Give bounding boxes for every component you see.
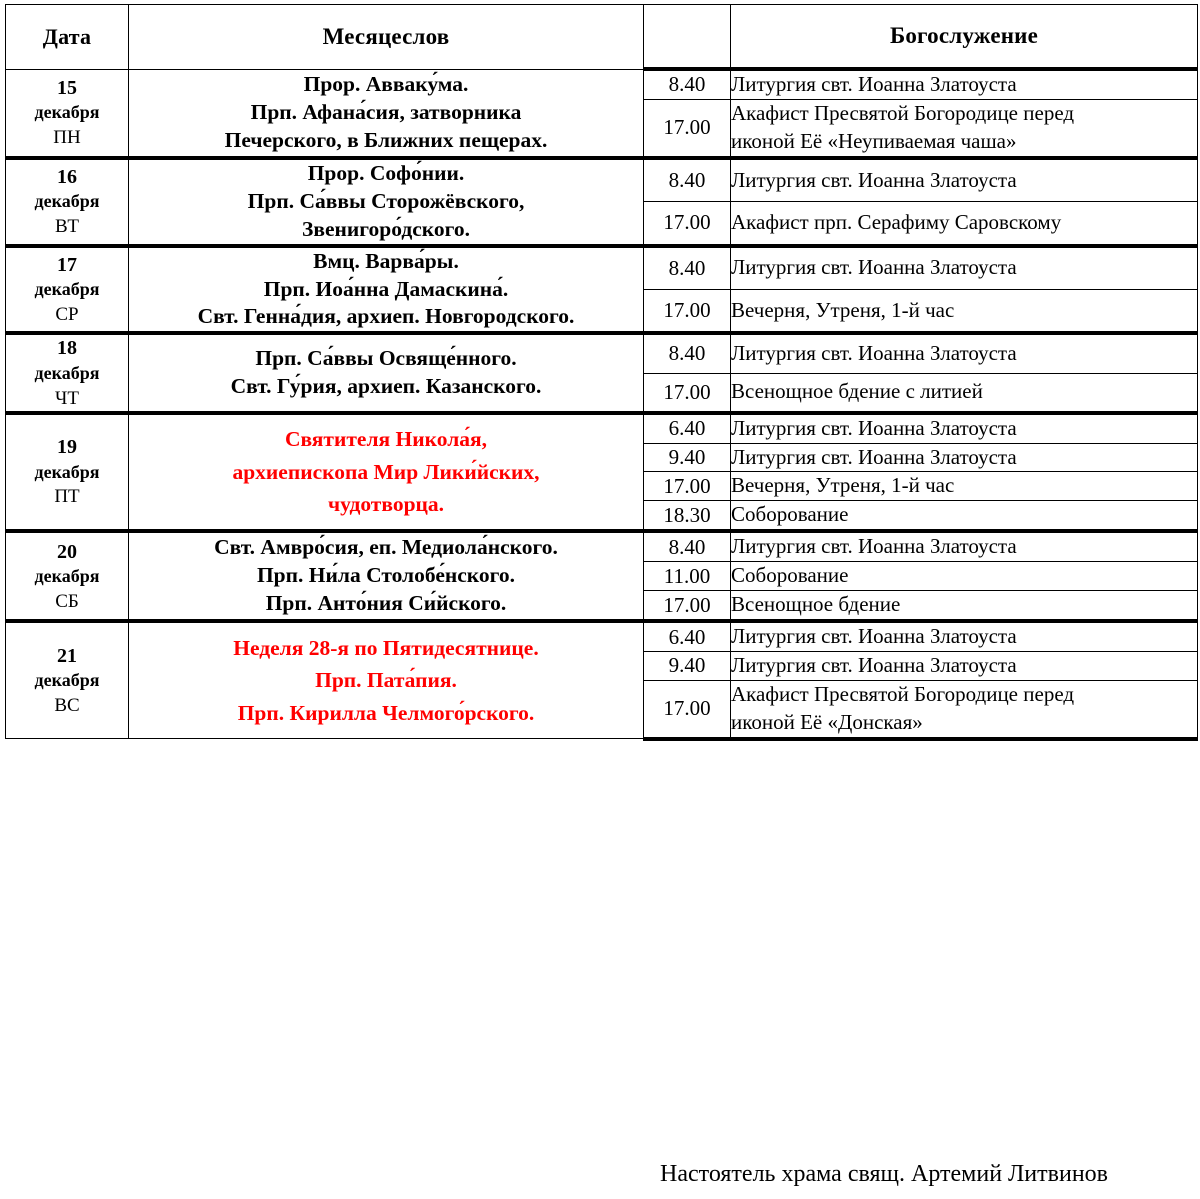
service-description-cell [731, 501, 1198, 531]
service-time-cell: 17.00 [644, 680, 731, 738]
service-line: Соборование [731, 563, 849, 588]
service-time-cell: 8.40 [644, 531, 731, 561]
header-row [6, 5, 1198, 70]
service-description-cell [731, 651, 1198, 680]
service-line: Вечерня, Утреня, 1-й час [731, 297, 955, 322]
service-description-cell [731, 413, 1198, 443]
menologion-line: Прор. Авваку́ма. [303, 71, 469, 96]
service-description-cell [731, 621, 1198, 651]
menologion-line: Свт. Генна́дия, архиеп. Новгородского. [197, 304, 575, 329]
column-header-date: Дата [6, 5, 129, 70]
service-description-cell [731, 202, 1198, 246]
service-line: иконой Её «Неупиваемая чаша» [731, 128, 1017, 153]
menologion-line: Неделя 28-я по Пятидесятнице. [233, 635, 539, 660]
date-d-num: 15 [57, 77, 77, 100]
date-d-num: 20 [57, 540, 77, 563]
service-description-cell [731, 289, 1198, 333]
service-description-cell [731, 443, 1198, 472]
menologion-line: Прп. Анто́ния Си́йского. [265, 591, 507, 616]
table-body [6, 69, 1198, 739]
menologion-line: Звенигоро́дского. [302, 216, 470, 241]
service-time-cell: 17.00 [644, 289, 731, 333]
service-description-cell [731, 531, 1198, 561]
menologion-line: Вмц. Варва́ры. [313, 248, 459, 273]
menologion-line: архиепископа Мир Лики́йских, [232, 459, 540, 484]
service-time-cell: 9.40 [644, 443, 731, 472]
service-description-cell [731, 69, 1198, 99]
service-description-cell [731, 562, 1198, 591]
menologion-line: Прп. Кирилла Челмого́рского. [237, 700, 535, 725]
menologion-line: Прп. Пата́пия. [315, 668, 457, 693]
service-line: Литургия свт. Иоанна Златоуста [731, 340, 1017, 365]
menologion-cell [129, 158, 644, 246]
service-line: Литургия свт. Иоанна Златоуста [731, 534, 1017, 559]
service-time-cell: 17.00 [644, 591, 731, 621]
menologion-line: Прп. Са́ввы Освяще́нного. [255, 346, 517, 371]
date-cell [6, 621, 129, 739]
service-description-cell [731, 333, 1198, 373]
menologion-line: Прп. Иоа́нна Дамаскина́. [263, 276, 509, 301]
date-cell [6, 246, 129, 334]
column-header-time [644, 5, 731, 70]
date-d-num: 21 [57, 645, 77, 668]
menologion-line: Прп. Са́ввы Сторожёвского, [247, 188, 525, 213]
footer-signature: Настоятель храма свящ. Артемий Литвинов [660, 1161, 1108, 1187]
date-cell [6, 413, 129, 532]
service-line: Вечерня, Утреня, 1-й час [731, 473, 955, 498]
date-d-mon: декабря [34, 461, 100, 482]
date-d-dow: ВТ [54, 216, 80, 238]
table-row [6, 158, 1198, 202]
service-time-cell: 11.00 [644, 562, 731, 591]
table-header [6, 5, 1198, 70]
menologion-cell [129, 333, 644, 412]
menologion-line: Свт. Амвро́сия, еп. Медиола́нского. [214, 535, 558, 560]
date-d-num: 19 [57, 436, 77, 459]
table-row [6, 69, 1198, 99]
date-d-mon: декабря [34, 102, 100, 123]
menologion-cell [129, 413, 644, 532]
service-time-cell: 17.00 [644, 373, 731, 413]
service-line: Акафист Пресвятой Богородице перед [731, 100, 1075, 125]
date-cell [6, 333, 129, 412]
service-line: Всенощное бдение [731, 592, 901, 617]
service-line: Акафист Пресвятой Богородице перед [731, 681, 1075, 706]
date-d-mon: декабря [34, 565, 100, 586]
service-description-cell [731, 99, 1198, 157]
service-time-cell: 8.40 [644, 246, 731, 290]
service-line: иконой Её «Донская» [731, 709, 923, 734]
service-line: Литургия свт. Иоанна Златоуста [731, 167, 1017, 192]
date-d-dow: ПТ [54, 486, 80, 508]
date-d-dow: СБ [55, 590, 79, 612]
table-row [6, 413, 1198, 443]
date-d-dow: ВС [54, 695, 80, 717]
menologion-line: Святителя Никола́я, [284, 426, 488, 451]
date-d-mon: декабря [34, 279, 100, 300]
service-description-cell [731, 158, 1198, 202]
service-line: Акафист прп. Серафиму Саровскому [731, 209, 1062, 234]
date-d-mon: декабря [34, 670, 100, 691]
service-time-cell: 8.40 [644, 69, 731, 99]
service-time-cell: 6.40 [644, 413, 731, 443]
date-d-num: 18 [57, 337, 77, 360]
service-line: Литургия свт. Иоанна Златоуста [731, 415, 1017, 440]
menologion-cell [129, 531, 644, 621]
service-description-cell [731, 246, 1198, 290]
service-time-cell: 8.40 [644, 158, 731, 202]
service-line: Литургия свт. Иоанна Златоуста [731, 624, 1017, 649]
service-line: Литургия свт. Иоанна Златоуста [731, 652, 1017, 677]
menologion-cell [129, 69, 644, 158]
menologion-line: чудотворца. [327, 492, 445, 517]
table-row [6, 531, 1198, 561]
date-cell [6, 158, 129, 246]
service-time-cell: 17.00 [644, 472, 731, 501]
service-description-cell [731, 680, 1198, 738]
service-time-cell: 8.40 [644, 333, 731, 373]
table-row [6, 333, 1198, 373]
date-cell [6, 69, 129, 158]
date-d-num: 17 [57, 253, 77, 276]
date-d-dow: СР [55, 304, 79, 326]
date-d-mon: декабря [34, 191, 100, 212]
service-time-cell: 6.40 [644, 621, 731, 651]
service-line: Соборование [731, 502, 849, 527]
menologion-line: Прп. Афана́сия, затворника [250, 99, 522, 124]
menologion-cell [129, 621, 644, 739]
date-d-dow: ЧТ [55, 387, 79, 409]
column-header-menologion: Месяцеслов [129, 5, 644, 70]
date-d-num: 16 [57, 166, 77, 189]
menologion-line: Прор. Софо́нии. [307, 160, 465, 185]
service-time-cell: 17.00 [644, 202, 731, 246]
column-header-service: Богослужение [731, 5, 1198, 70]
date-d-dow: ПН [53, 127, 81, 149]
service-line: Литургия свт. Иоанна Златоуста [731, 72, 1017, 96]
service-time-cell: 18.30 [644, 501, 731, 531]
service-line: Всенощное бдение с литией [731, 379, 983, 404]
service-time-cell: 17.00 [644, 99, 731, 157]
menologion-line: Прп. Ни́ла Столобе́нского. [256, 563, 516, 588]
service-description-cell [731, 591, 1198, 621]
date-d-mon: декабря [34, 362, 100, 383]
service-line: Литургия свт. Иоанна Златоуста [731, 255, 1017, 280]
table-row [6, 246, 1198, 290]
date-cell [6, 531, 129, 621]
service-description-cell [731, 472, 1198, 501]
service-time-cell: 9.40 [644, 651, 731, 680]
service-description-cell [731, 373, 1198, 413]
service-line: Литургия свт. Иоанна Златоуста [731, 444, 1017, 469]
menologion-line: Печерского, в Ближних пещерах. [224, 127, 548, 152]
table-row [6, 621, 1198, 651]
menologion-line: Свт. Гу́рия, архиеп. Казанского. [230, 374, 542, 398]
service-schedule-table [5, 4, 1198, 741]
menologion-cell [129, 246, 644, 334]
